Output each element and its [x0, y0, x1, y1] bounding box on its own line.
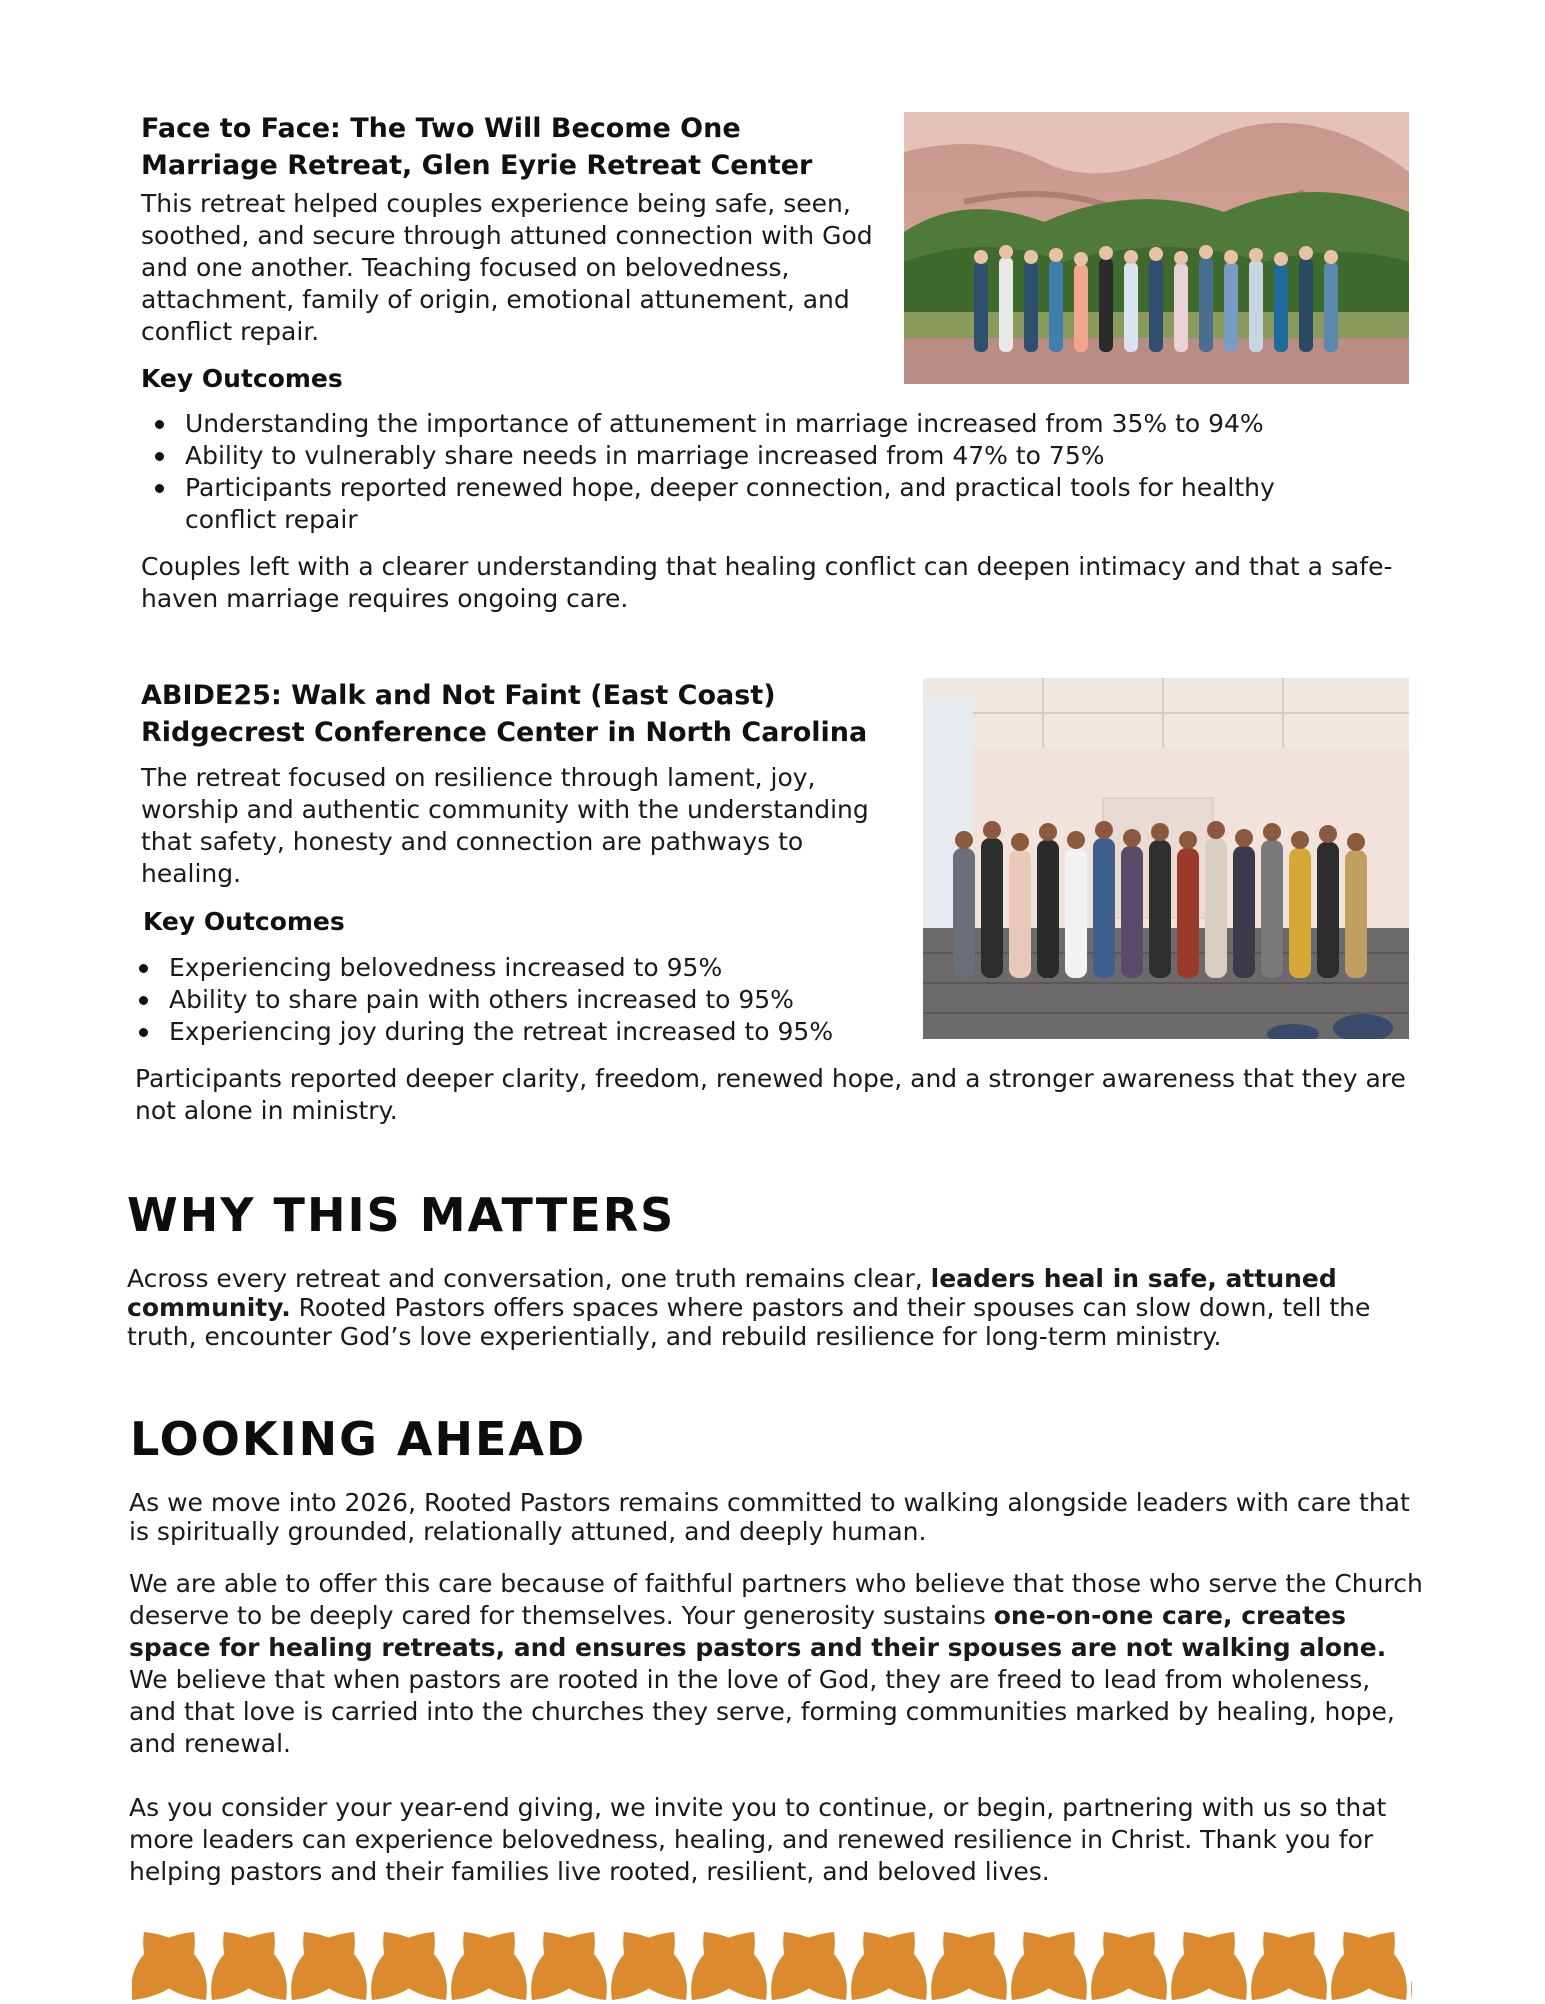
retreat-description: This retreat helped couples experience being safe, seen, soothed, and secure through attuned connection with God and one another. Teaching focused on belovedness, attachment, family of origin, emotional attunement, and conflict repair.	[141, 189, 873, 346]
list-item: Ability to share pain with others increased to 95%	[169, 984, 909, 1016]
paragraph-text: Across every retreat and conversation, one truth remains clear,	[127, 1264, 931, 1293]
key-outcomes-list	[169, 952, 909, 1048]
leaf-shape	[1411, 1932, 1412, 2000]
list-item: Experiencing belovedness increased to 95%	[169, 952, 909, 984]
retreat-summary: Couples left with a clearer understanding that healing conflict can deepen intimacy and that a safe-haven marriage requires ongoing care.	[141, 552, 1393, 613]
section-heading: WHY THIS MATTERS	[127, 1188, 676, 1242]
list-item: Understanding the importance of attunement in marriage increased from 35% to 94%	[185, 408, 1355, 440]
retreat-title	[141, 110, 881, 184]
retreat-title-line2: Marriage Retreat, Glen Eyrie Retreat Center	[141, 150, 813, 181]
retreat-summary: Participants reported deeper clarity, freedom, renewed hope, and a stronger awareness that they are not alone in ministry.	[135, 1064, 1406, 1125]
retreat-title-line2: Ridgecrest Conference Center in North Carolina	[141, 717, 868, 748]
paragraph-text: We believe that when pastors are rooted in the love of God, they are freed to lead from wholeness, and that love is carried into the churches they serve, forming communities marked by healing, hope, and renewal.	[129, 1665, 1395, 1758]
paragraph-text: Rooted Pastors offers spaces where pastors and their spouses can slow down, tell the truth, encounter God’s love experientially, and rebuild resilience for long-term ministry.	[127, 1293, 1371, 1351]
section-heading: LOOKING AHEAD	[130, 1412, 587, 1466]
list-item: Participants reported renewed hope, deeper connection, and practical tools for healthy conflict repair	[185, 472, 1355, 536]
retreat-description: The retreat focused on resilience through lament, joy, worship and authentic community with the understanding that safety, honesty and connection are pathways to healing.	[141, 763, 869, 888]
list-item: Experiencing joy during the retreat increased to 95%	[169, 1016, 909, 1048]
key-outcomes-heading: Key Outcomes	[143, 907, 345, 936]
retreat-title	[141, 677, 901, 751]
section-paragraph	[127, 1264, 1427, 1351]
key-outcomes-list	[185, 408, 1355, 536]
retreat-title-line1: Face to Face: The Two Will Become One	[141, 113, 741, 144]
section-paragraph: As you consider your year-end giving, we invite you to continue, or begin, partnering with us so that more leaders can experience belovedness, healing, and renewed resilience in Christ. Thank you for helping pastors and their families live rooted, resilient, and beloved lives.	[129, 1793, 1387, 1886]
paragraph-text: We are able to offer this care because of faithful partners who believe that those who serve the Church deserve to be deeply cared for themselves. Your generosity sustains	[129, 1569, 1423, 1630]
key-outcomes-heading: Key Outcomes	[141, 364, 343, 393]
retreat-title-line1: ABIDE25: Walk and Not Faint (East Coast)	[141, 680, 776, 711]
section-paragraph: As we move into 2026, Rooted Pastors remains committed to walking alongside leaders with care that is spiritually grounded, relationally attuned, and deeply human.	[129, 1488, 1410, 1546]
list-item: Ability to vulnerably share needs in marriage increased from 47% to 75%	[185, 440, 1355, 472]
group-photo-conference-room	[923, 678, 1409, 1039]
paragraph-emphasis: one-on-one care, creates space for healing retreats, and ensures pastors and their spouses are not walking alone.	[129, 1601, 1387, 1662]
decorative-leaf-border	[132, 1932, 1412, 2000]
group-photo-canyon	[904, 112, 1409, 384]
section-paragraph	[129, 1568, 1424, 1760]
paragraph-emphasis: leaders heal in safe, attuned community.	[127, 1264, 1337, 1322]
